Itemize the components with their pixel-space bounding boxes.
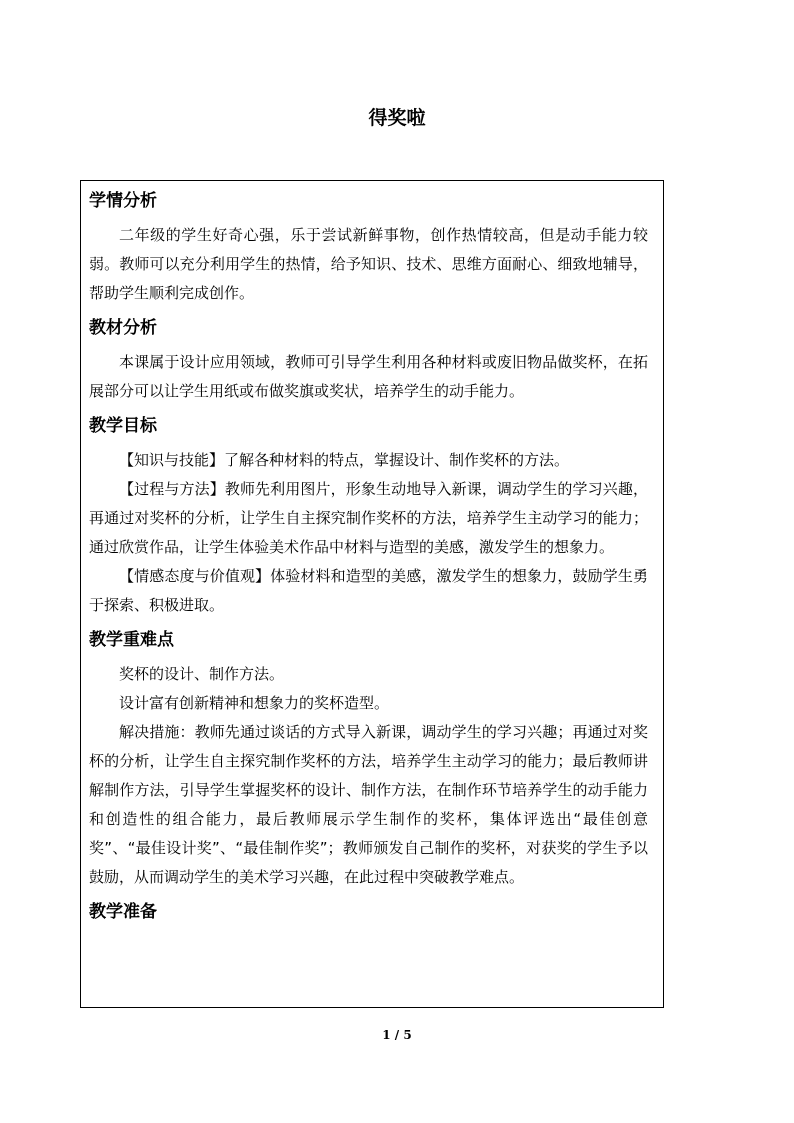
paragraph: 【情感态度与价值观】体验材料和造型的美感，激发学生的想象力，鼓励学生勇于探索、积极进取。 [89, 567, 648, 614]
paragraph: 二年级的学生好奇心强，乐于尝试新鲜事物，创作热情较高，但是动手能力较弱。教师可以充分利用学生的热情，给予知识、技术、思维方面耐心、细致地辅导，帮助学生顺利完成创作。 [89, 226, 648, 302]
section-teaching-objectives [89, 412, 648, 620]
page-title: 得奖啦 [368, 107, 426, 129]
paragraph: 本课属于设计应用领域，教师可引导学生利用各种材料或废旧物品做奖杯，在拓展部分可以让学生用纸或布做奖旗或奖状，培养学生的动手能力。 [89, 353, 648, 400]
section-heading: 教学重难点 [89, 630, 174, 650]
paragraph: 【过程与方法】教师先利用图片，形象生动地导入新课，调动学生的学习兴趣，再通过对奖杯的分析，让学生自主探究制作奖杯的方法，培养学生主动学习的能力；通过欣赏作品，让学生体验美术作品中材料与造型的美感，激发学生的想象力。 [89, 480, 648, 556]
paragraph: 奖杯的设计、制作方法。 [119, 665, 285, 683]
paragraph: 解决措施：教师先通过谈话的方式导入新课，调动学生的学习兴趣；再通过对奖杯的分析，让学生自主探究制作奖杯的方法，培养学生主动学习的能力；最后教师讲解制作方法，引导学生掌握奖杯的设计、制作方法，在制作环节培养学生的动手能力和创造性的组合能力，最后教师展示学生制作的奖杯，集体评选出“最佳创意奖”、“最佳设计奖”、“最佳制作奖”；教师颁发自己制作的奖杯，对获奖的学生予以鼓励，从而调动学生的美术学习兴趣，在此过程中突破教学难点。 [89, 723, 648, 886]
lesson-plan-table [80, 180, 664, 1008]
section-learner-analysis [89, 187, 648, 308]
page-number: 1 / 5 [382, 1028, 412, 1042]
section-heading: 教学准备 [89, 902, 157, 922]
section-heading: 教学目标 [89, 416, 157, 436]
section-key-difficult-points [89, 626, 648, 892]
section-heading: 学情分析 [89, 191, 157, 211]
paragraph: 设计富有创新精神和想象力的奖杯造型。 [119, 694, 390, 712]
section-textbook-analysis [89, 314, 648, 406]
section-heading: 教材分析 [89, 318, 157, 338]
paragraph: 【知识与技能】了解各种材料的特点，掌握设计、制作奖杯的方法。 [119, 451, 570, 469]
section-teaching-preparation [89, 898, 648, 926]
